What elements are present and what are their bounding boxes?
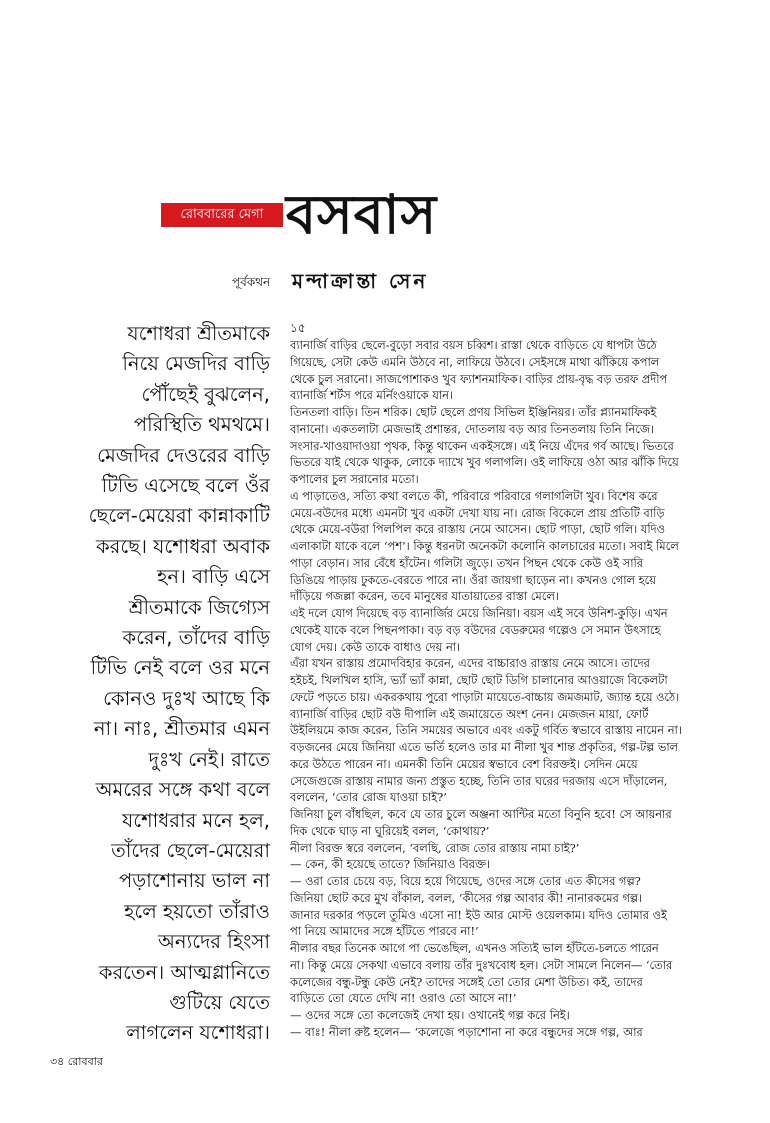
- page-folio: ৩৪ রোববার: [50, 1055, 103, 1068]
- article-line: সংসার-খাওয়াদাওয়া পৃথক, কিন্তু থাকেন একইসঙ্গে। এই নিয়ে এঁদের গর্ব আছে। ভিতরে: [290, 438, 674, 453]
- article-line: ব্যানার্জি বাড়ির ছেলে-বুড়ো সবার বয়স চব্বিশ। রাস্তা থেকে বাড়িতে যে ধাপটা উঠে: [290, 338, 657, 352]
- article-line: নীলা বিরক্ত স্বরে বললেন, ‘বলছি, রোজ তোর রাস্তায় নামা চাই?’: [290, 840, 580, 855]
- article-line: নীলার বছর তিনেক আগে পা ভেঙেছিল, এখনও সত্যিই ভাল হাঁটতে-চলতে পারেন: [290, 941, 659, 955]
- article-line: বললেন, ‘তোর রোজ যাওয়া চাই?’: [290, 790, 447, 805]
- pull-quote-line: যশোধরা শ্রীতমাকে: [127, 322, 270, 345]
- pull-quote-line: টিভি এসেছে বলে ওঁর: [101, 474, 270, 498]
- article-body: [290, 337, 742, 1041]
- pull-quote-line: কোনও দুঃখ আছে কি: [103, 686, 270, 710]
- article-line: করে উঠতে পারেন না। এমনকী তিনি মেয়ের স্বভাবে বেশ বিরক্তই। সেদিন মেয়ে: [290, 756, 638, 771]
- story-title: বসবাস: [286, 183, 438, 246]
- article-line: গিয়েছে, সেটা কেউ এমনি উঠবে না, লাফিয়ে উঠবে। সেইসঙ্গে মাথা ঝাঁকিয়ে কপাল: [290, 354, 660, 369]
- pull-quote-line: করতেন। আত্মগ্লানিতে: [98, 960, 270, 984]
- pull-quote-line: পড়াশোনায় ভাল না: [118, 869, 270, 893]
- pull-quote-line: যশোধরার মনে হল,: [122, 808, 270, 832]
- pull-quote-line: হন। বাড়ি এসে: [157, 565, 270, 589]
- author-name: মন্দাক্রান্তা সেন: [292, 269, 429, 293]
- article-line: ডিঙিয়ে পাড়ায় ঢুকতে-বেরতে পারে না। ওঁরা জায়গা ছাড়েন না। কখনও গোল হয়ে: [290, 572, 656, 587]
- article-line: দিক থেকে ঘাড় না ঘুরিয়েই বলল, ‘কোথায়?’: [290, 823, 490, 838]
- article-line: তিনতলা বাড়ি। তিন শরিক। ছোট ছেলে প্রণয় সিভিল ইঞ্জিনিয়র। তাঁর প্ল্যানমাফিকই: [290, 405, 657, 419]
- pull-quote-line: দুঃখ নেই। রাতে: [148, 747, 270, 771]
- chapter-number: ১৫: [290, 321, 306, 335]
- article-line: পা নিয়ে আমাদের সঙ্গে হাঁটতে পারবে না!’: [290, 924, 479, 939]
- article-line: কপালের চুল সরানোর মতো।: [290, 472, 419, 486]
- article-line: কলেজের বন্ধু-টন্ধু কেউ নেই? তাদের সঙ্গেই তো তোর মেশা উচিত। কই, তাদের: [290, 974, 643, 989]
- article-line: জিনিয়া চুল বাঁধছিল, কবে যে তার চুলে অঞ্জনা আন্টির মতো বিনুনি হবে! সে আয়নার: [290, 807, 672, 821]
- article-line: বাড়িতে তো যেতে দেখি না! ওরাও তো আসে না!’: [290, 991, 517, 1006]
- article-line: ভিতরে যাই থেকে থাকুক, লোকে দ্যাখে খুব গলাগলি। ওই লাফিয়ে ওঠা আর ঝাঁকি দিয়ে: [290, 455, 679, 470]
- pull-quote-line: করেন, তাঁদের বাড়ি: [122, 626, 270, 650]
- article-line: — কেন, কী হয়েছে তাতে? জিনিয়াও বিরক্ত।: [290, 857, 491, 872]
- article-line: উইলিয়মে কাজ করেন, তিনি সময়ের অভাবে এবং একটু গর্বিত স্বভাবে রাস্তায় নামেন না।: [290, 723, 682, 738]
- pull-quote-line: অন্যদের হিংসা: [158, 930, 270, 954]
- article-line: থেকে চুল সরানো। সাজপোশাকও খুব ফ্যাশনমাফিক। বাড়ির প্রায়-বৃদ্ধ বড় তরফ প্রদীপ: [290, 371, 668, 386]
- pull-quote-line: টিভি নেই বলে ওর মনে: [90, 656, 270, 680]
- pull-quote-line: পরিস্থিতি থমথমে।: [133, 413, 270, 437]
- pull-quote-line: না। নাঃ, শ্রীতমার এমন: [93, 717, 270, 741]
- pull-quote-line: করছে। যশোধরা অবাক: [95, 534, 270, 558]
- article-line: এঁরা যখন রাস্তায় প্রমোদবিহার করেন, এদের বাচ্চারাও রাস্তায় নেমে আসে। তাদের: [290, 656, 650, 671]
- pull-quote-line: ছেলে-মেয়েরা কান্নাকাটি: [88, 504, 270, 528]
- article-line: থেকেই যাকে বলে পিছনপাকা। বড় বড় বউদের বেডরুমের গল্পেও সে সমান উৎসাহে: [290, 622, 661, 637]
- pull-quote-line: তাঁদের ছেলে-মেয়েরা: [111, 838, 270, 862]
- article-line: না। কিন্তু মেয়ে সেকথা এভাবে বলায় তাঁর দুঃখবোধ হল। সেটা সামলে নিলেন— ‘তোর: [290, 957, 673, 972]
- article-line: বানানো। একতলাটা মেজভাই প্রশান্তর, দোতলায় বড় আর তিনতলায় তিনি নিজে।: [290, 421, 655, 436]
- article-line: ফেটে পড়তে চায়। একরকথায় পুরো পাড়াটা মায়েতে-বাচ্চায় জমজমাট, জ্যান্ত হয়ে ওঠে।: [290, 689, 680, 704]
- article-line: বড়জনের মেয়ে জিনিয়া এতে ভর্তি হলেও তার মা নীলা খুব শান্ত প্রকৃতির, গল্প-টল্প ভাল: [290, 740, 679, 754]
- pull-quote-line: শ্রীতমাকে জিগ্যেস: [128, 595, 270, 619]
- article-line: এ পাড়াতেও, সত্যি কথা বলতে কী, পরিবারে পরিবারে গলাগলিটা খুব। বিশেষ করে: [290, 488, 658, 503]
- article-line: এই দলে যোগ দিয়েছে বড় ব্যানার্জির মেয়ে জিনিয়া। বয়স এই সবে উনিশ-কুড়ি। এখন: [290, 606, 668, 620]
- article-line: সেজেগুজে রাস্তায় নামার জন্য প্রস্তুত হচ্ছে, তিনি তার ঘরের দরজায় এসে দাঁড়ালেন,: [290, 773, 668, 788]
- article-line: মেয়ে-বউদের মধ্যে এমনটা খুব একটা দেখা যায় না। রোজ বিকেলে প্রায় প্রতিটি বাড়ি: [290, 505, 665, 520]
- article-line: জিনিয়া ছোট করে মুখ বাঁকাল, বলল, ‘কীসের গল্প আবার কী! নানারকমের গল্প।: [290, 890, 643, 905]
- article-line: — ওদের সঙ্গে তো কলেজেই দেখা হয়। ওখানেই গল্প করে নিই।: [290, 1008, 570, 1022]
- article-line: — বাঃ! নীলা রুষ্ট হলেন— ‘কলেজে পড়াশোনা না করে বন্ধুদের সঙ্গে গল্প, আর: [290, 1024, 643, 1039]
- article-line: এলাকাটা যাকে বলে ‘পশ’। কিন্তু ধরনটা অনেকটা কলোনি কালচারের মতো। সবাই মিলে: [290, 539, 679, 553]
- section-badge: রোববারের মেগা: [161, 203, 283, 227]
- pull-quote-line: গুটিয়ে যেতে: [169, 990, 270, 1014]
- article-line: পাড়া বেড়ান। সার বেঁধে হাঁটেন। গলিটা জুড়ে। তখন পিছন থেকে কেউ ওই সারি: [290, 555, 644, 570]
- pull-quote-line: পৌঁছেই বুঝলেন,: [141, 382, 270, 406]
- article-line: — ওরা তোর চেয়ে বড়, বিয়ে হয়ে গিয়েছে, ওদের সঙ্গে তোর এত কীসের গল্প?: [290, 874, 641, 888]
- pull-quote-line: মেজদির দেওরের বাড়ি: [97, 443, 270, 467]
- article-line: থেকে মেয়ে-বউরা পিলপিল করে রাস্তায় নেমে আসেন। ছোট পাড়া, ছোট গলি। যদিও: [290, 522, 665, 537]
- article-line: হইচই, খিলখিল হাসি, ভ্যাঁ ভ্যাঁ কান্না, ছোট ছোট ডিগি চালানোর আওয়াজে বিকেলটা: [290, 673, 668, 687]
- pull-quote-line: লাগলেন যশোধরা।: [126, 1021, 270, 1045]
- article-line: ব্যানার্জি বাড়ির ছোট বউ দীপালি এই জমায়েতে অংশ নেন। মেজজন মায়া, ফোর্ট: [290, 706, 649, 721]
- pull-quote: [60, 319, 270, 1049]
- pull-quote-line: নিয়ে মেজদির বাড়ি: [122, 352, 270, 376]
- article-line: দাঁড়িয়ে গজল্লা করেন, তবে মানুষের যাতায়াতের রাস্তা মেলে।: [290, 589, 559, 604]
- pull-quote-line: হলে হয়তো তাঁরাও: [124, 899, 270, 923]
- pull-quote-line: অমরের সঙ্গে কথা বলে: [95, 778, 270, 802]
- article-line: ব্যানার্জি শর্টস পরে মর্নিংওয়াকে যান।: [290, 388, 453, 403]
- article-line: যোগ দেয়। কেউ তাকে বাধাও দেয় না।: [290, 639, 461, 654]
- previously-label: পূর্বকথন: [232, 275, 271, 289]
- article-line: জানার দরকার পড়লে তুমিও এসো না! ইউ আর মোস্ট ওয়েলকাম। যদিও তোমার ওই: [290, 907, 667, 922]
